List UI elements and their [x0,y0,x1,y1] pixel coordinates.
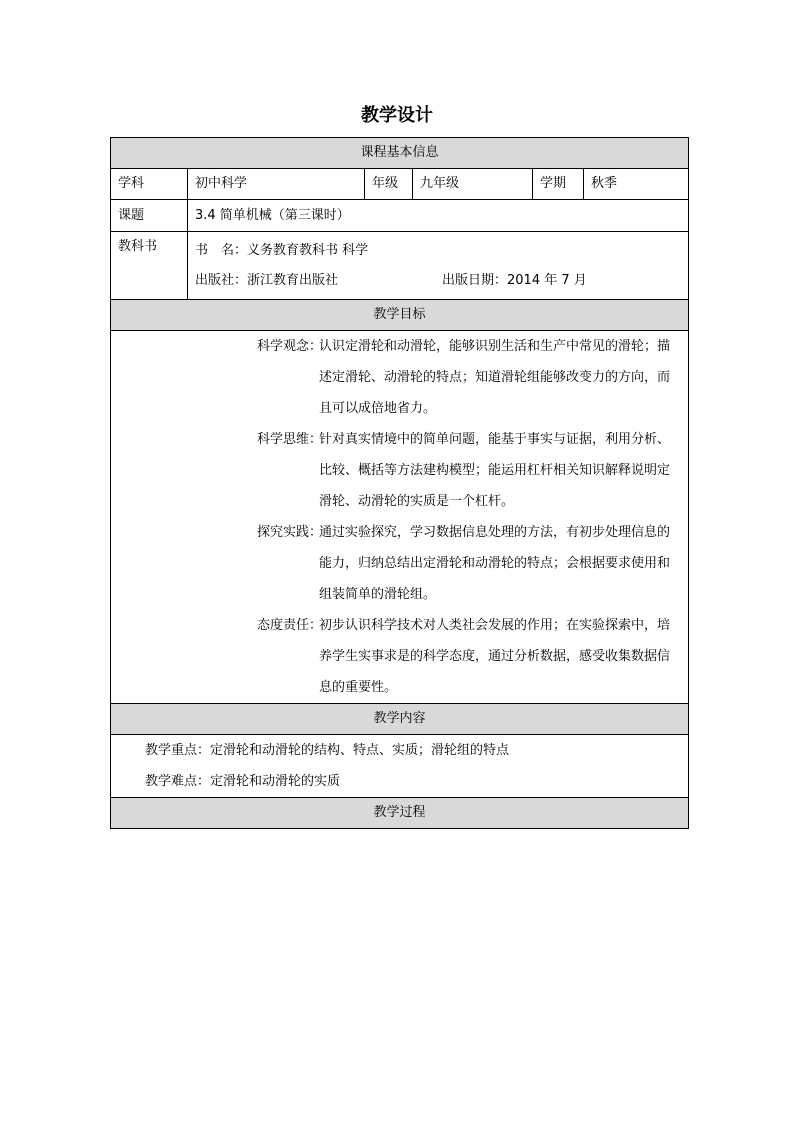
topic-label: 课题 [111,200,188,232]
term-value: 秋季 [584,169,689,200]
goal-item [111,610,682,703]
topic-value: 3.4 简单机械（第三课时） [188,200,689,232]
subject-label: 学科 [111,169,188,200]
basic-info-header-row [111,138,689,169]
page-title: 教学设计 [361,105,433,126]
goal-text: 初步认识科学技术对人类社会发展的作用；在实验探索中，培养学生实事求是的科学态度，通过分析数据，感受收集数据信息的重要性。 [319,618,671,695]
grade-value: 九年级 [413,169,533,200]
goal-text: 通过实验探究，学习数据信息处理的方法，有初步处理信息的能力，归纳总结出定滑轮和动滑轮的特点；会根据要求使用和组装简单的滑轮组。 [319,525,671,602]
goal-text: 认识定滑轮和动滑轮，能够识别生活和生产中常见的滑轮；描述定滑轮、动滑轮的特点；知道滑轮组能够改变力的方向，而且可以成倍地省力。 [319,339,671,416]
textbook-label: 教科书 [111,232,188,300]
goal-label: 科学观念： [257,339,323,354]
goal-item [111,331,682,424]
textbook-row [111,232,689,300]
content-header-row [111,704,689,735]
goals-header-row [111,300,689,331]
content-cell [111,735,689,798]
grade-label: 年级 [365,169,413,200]
goal-label: 态度责任： [257,618,323,633]
basic-info-header: 课程基本信息 [111,138,689,169]
textbook-publisher: 出版社：浙江教育出版社 [195,272,339,288]
difficulty: 教学难点：定滑轮和动滑轮的实质 [145,774,341,789]
goals-cell [111,331,689,704]
goal-label: 科学思维： [257,432,323,447]
process-header-row [111,798,689,829]
goal-text: 针对真实情境中的简单问题，能基于事实与证据，利用分析、比较、概括等方法建构模型；能运用杠杆相关知识解释说明定滑轮、动滑轮的实质是一个杠杆。 [319,432,671,509]
lesson-plan-table [110,137,689,829]
textbook-name: 书 名：义务教育教科书 科学 [195,242,369,258]
goals-row [111,331,689,704]
term-label: 学期 [533,169,584,200]
goal-item [111,517,682,610]
goal-item [111,424,682,517]
goals-header: 教学目标 [111,300,689,331]
subject-value: 初中科学 [188,169,365,200]
topic-row [111,200,689,232]
content-header: 教学内容 [111,704,689,735]
process-header: 教学过程 [111,798,689,829]
textbook-publisher-line [195,266,681,296]
goal-label: 探究实践： [257,525,323,540]
key-point: 教学重点：定滑轮和动滑轮的结构、特点、实质；滑轮组的特点 [145,743,510,758]
subject-row [111,169,689,200]
content-row [111,735,689,798]
textbook-info [188,232,689,300]
textbook-pub-date: 出版日期：2014 年 7 月 [442,272,587,288]
